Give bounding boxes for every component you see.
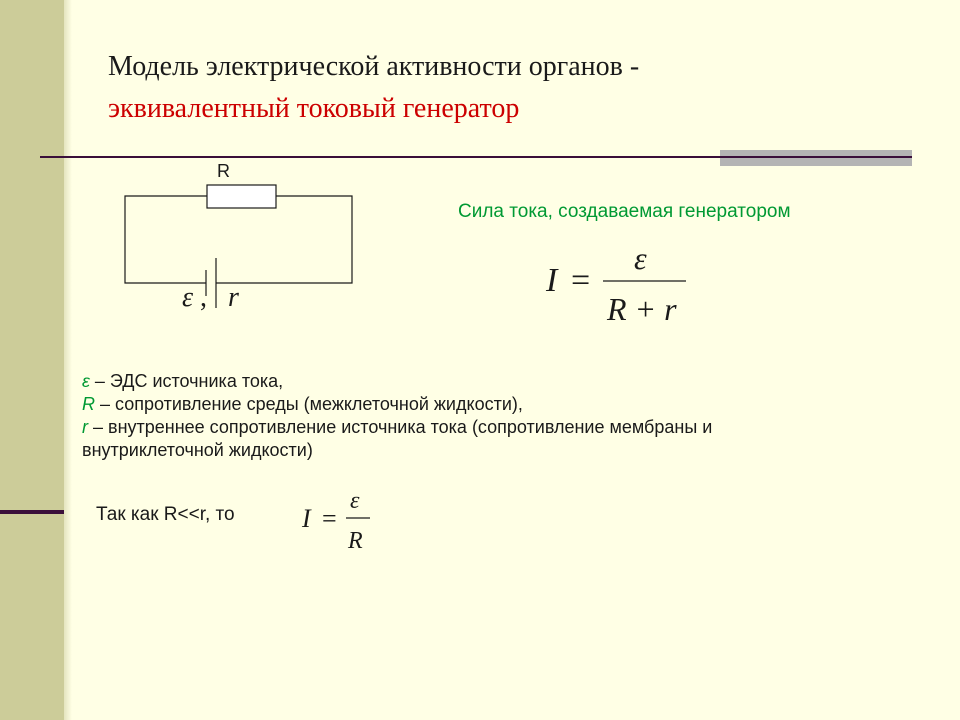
legend-continuation: внутриклеточной жидкости) (82, 440, 313, 460)
conclusion-text: Так как R<<r, то (96, 504, 235, 525)
legend-symbol: ε (82, 371, 90, 391)
conclusion-denominator: R (348, 528, 363, 554)
formula-denominator: R + r (607, 291, 677, 327)
legend-text: – ЭДС источника тока, (89, 371, 284, 391)
title-line-1: Модель электрической активности органов - (108, 51, 640, 82)
emf-separator: , (200, 282, 207, 313)
legend-symbol: r (82, 417, 88, 437)
conclusion-lhs: I (302, 504, 311, 533)
formula-equals: = (571, 262, 591, 299)
conclusion-equals: = (322, 504, 337, 533)
formula-lhs: I (546, 262, 558, 299)
legend-symbol: R (82, 394, 95, 414)
legend-text: – внутреннее сопротивление источника тока (сопротивление мембраны и (88, 417, 713, 437)
resistor-label: R (217, 161, 230, 181)
formula-numerator: ε (634, 240, 647, 276)
conclusion-numerator: ε (350, 488, 360, 514)
internal-resistance-symbol: r (228, 282, 239, 313)
formula-caption: Сила тока, создаваемая генератором (458, 201, 791, 222)
title-line-2: эквивалентный токовый генератор (108, 93, 520, 124)
legend-text: – сопротивление среды (межклеточной жидкости), (95, 394, 523, 414)
emf-symbol: ε (182, 282, 194, 313)
